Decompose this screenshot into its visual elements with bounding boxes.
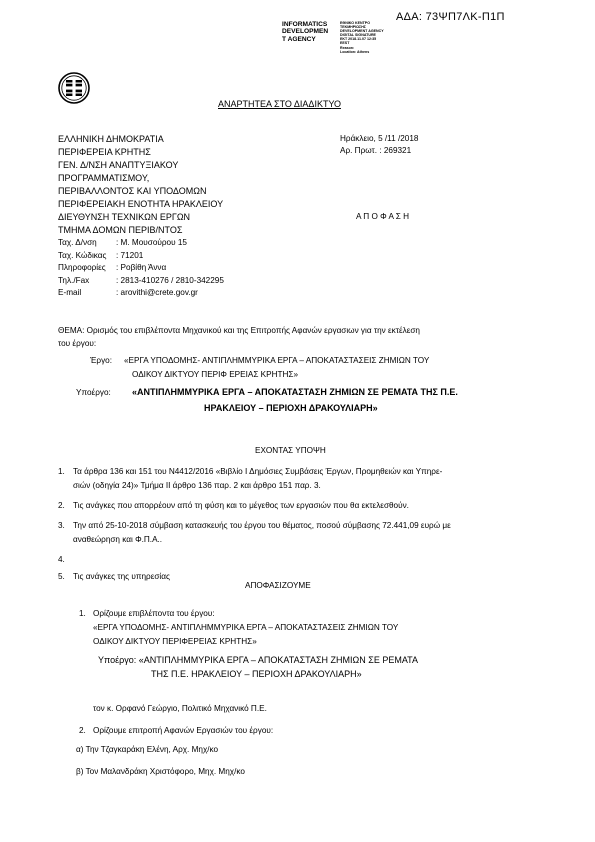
stamp-left-line: T AGENCY: [282, 35, 316, 43]
contact-value: : 71201: [116, 250, 144, 260]
decision-number: 1.: [79, 609, 86, 618]
contact-row: [58, 287, 224, 300]
contact-label: Τηλ./Fax: [58, 275, 90, 285]
contact-label: Ταχ. Κώδικας: [58, 250, 107, 260]
authority-line: ΔΙΕΥΘΥΝΣΗ ΤΕΧΝΙΚΩΝ ΕΡΓΩΝ: [58, 212, 191, 222]
subproject-title-cont: ΗΡΑΚΛΕΙΟΥ – ΠΕΡΙΟΧΗ ΔΡΑΚΟΥΛΙΑΡΗ»: [204, 403, 378, 413]
item-text: Την από 25-10-2018 σύμβαση κατασκευής του έργου του θέματος, ποσού σύμβασης 72.441,09 ευρώ με: [73, 521, 451, 530]
authority-line: ΠΕΡΙΦΕΡΕΙΑΚΗ ΕΝΟΤΗΤΑ ΗΡΑΚΛΕΙΟΥ: [58, 199, 224, 209]
decision-intro: Ορίζουμε επιτροπή Αφανών Εργασιών του έργου:: [93, 726, 274, 735]
decision-subproject-cont: ΤΗΣ Π.Ε. ΗΡΑΚΛΕΙΟΥ – ΠΕΡΙΟΧΗ ΔΡΑΚΟΥΛΙΑΡΗ»: [151, 669, 362, 679]
subject-line: ΘΕΜΑ: Ορισμός του επιβλέποντα Μηχανικού και της Επιτροπής Αφανών εργασιων για την εκτέλεση: [58, 326, 420, 335]
considering-heading: ΕΧΟΝΤΑΣ ΥΠΟΨΗ: [255, 446, 326, 455]
stamp-right-line: DIGITAL SIGNATURE: [340, 33, 376, 38]
subject-line-cont: του έργου:: [58, 339, 97, 348]
decision-subproject: Υποέργο: «ΑΝΤΙΠΛΗΜΜΥΡΙΚΑ ΕΡΓΑ – ΑΠΟΚΑΤΑΣΤΑΣΗ ΖΗΜΙΩΝ ΣΕ ΡΕΜΑΤΑ: [98, 655, 419, 665]
project-label: Έργο:: [90, 356, 112, 365]
authority-line: ΓΕΝ. Δ/ΝΣΗ ΑΝΑΠΤΥΞΙΑΚΟΥ: [58, 160, 179, 170]
considering-item: [58, 519, 548, 547]
item-number: 1.: [58, 467, 65, 476]
stamp-left-line: INFORMATICS: [282, 21, 328, 28]
decision-number: 2.: [79, 726, 86, 735]
signature-stamp-right: [340, 21, 384, 54]
decision-intro: Ορίζουμε επιβλέποντα του έργου:: [93, 609, 215, 618]
contact-email[interactable]: : arovithi@crete.gov.gr: [116, 288, 198, 298]
committee-member: α) Την Τζαγκαράκη Ελένη, Αρχ. Μηχ/κο: [76, 745, 219, 754]
project-title: «ΕΡΓΑ ΥΠΟΔΟΜΗΣ- ΑΝΤΙΠΛΗΜΜΥΡΙΚΑ ΕΡΓΑ – ΑΠΟΚΑΤΑΣΤΑΣΕΙΣ ΖΗΜΙΩΝ ΤΟΥ: [124, 356, 430, 365]
decision-project-cont: ΟΔΙΚΟΥ ΔΙΚΤΥΟΥ ΠΕΡΙΦΕΡΕΙΑΣ ΚΡΗΤΗΣ»: [93, 637, 257, 646]
contact-label: E-mail: [58, 288, 82, 298]
decide-heading: ΑΠΟΦΑΣΙΖΟΥΜΕ: [245, 581, 311, 590]
stamp-left-line: DEVELOPMEN: [282, 28, 329, 36]
project-title-cont: ΟΔΙΚΟΥ ΔΙΚΤΥΟΥ ΠΕΡΙΦ ΕΡΕΙΑΣ ΚΡΗΤΗΣ»: [132, 370, 299, 379]
document-type: Α Π Ο Φ Α Σ Η: [356, 212, 410, 221]
item-text: αναθεώρηση και Φ.Π.Α..: [73, 535, 163, 544]
considering-item: [58, 499, 548, 513]
authority-line: ΠΕΡΙΦΕΡΕΙΑ ΚΡΗΤΗΣ: [58, 147, 151, 157]
authority-line: ΤΜΗΜΑ ΔΟΜΩΝ ΠΕΡΙΒ/ΝΤΟΣ: [58, 225, 183, 235]
subproject-label: Υποέργο:: [76, 388, 111, 397]
contact-value: : Μ. Μουσούρου 15: [116, 238, 187, 247]
authority-line: ΠΕΡΙΒΑΛΛΟΝΤΟΣ ΚΑΙ ΥΠΟΔΟΜΩΝ: [58, 186, 207, 196]
item-number: 3.: [58, 521, 65, 530]
greek-state-emblem-icon: [58, 72, 90, 109]
stamp-right-line: ΤΕΚΜΗΡΙΩΣΗΣ: [340, 25, 366, 30]
stamp-right-line: Reason:: [340, 45, 355, 50]
contact-label: Ταχ. Δ/νση: [58, 238, 97, 247]
authority-block: [58, 133, 223, 237]
contact-block: [58, 237, 224, 300]
item-number: 5.: [58, 572, 65, 581]
item-text: Τις ανάγκες που απορρέουν από τη φύση και το μέγεθος των εργασιών που θα εκτελεσθούν.: [73, 501, 409, 510]
stamp-right-line: EEST: [340, 41, 350, 46]
supervisor-name: τον κ. Ορφανό Γεώργιο, Πολιτικό Μηχανικό Π.Ε.: [93, 704, 267, 713]
item-text: Τα άρθρα 136 και 151 του Ν4412/2016 «Βιβλίο Ι Δημόσιες Συμβάσεις Έργων, Προμηθειών και Υπηρε-: [73, 467, 443, 476]
item-number: 2.: [58, 501, 65, 510]
contact-value: : Ροβίθη Άννα: [116, 263, 167, 273]
item-text: σιών (οδηγία 24)» Τμήμα ΙΙ άρθρο 136 παρ. 2 και άρθρο 151 παρ. 3.: [73, 481, 321, 490]
date-line: Ηράκλειο, 5 /11 /2018: [340, 134, 419, 143]
signature-stamp-left: [282, 21, 328, 43]
authority-line: ΠΡΟΓΡΑΜΜΑΤΙΣΜΟΥ,: [58, 173, 150, 183]
decision-project: «ΕΡΓΑ ΥΠΟΔΟΜΗΣ- ΑΝΤΙΠΛΗΜΜΥΡΙΚΑ ΕΡΓΑ – ΑΠΟΚΑΤΑΣΤΑΣΕΙΣ ΖΗΜΙΩΝ ΤΟΥ: [93, 623, 399, 632]
item-number: 4.: [58, 555, 65, 564]
protocol-number: Αρ. Πρωτ. : 269321: [340, 146, 412, 155]
considering-item: [58, 465, 548, 493]
stamp-right-line: ΕΚΤ 2018.11.07 12:35: [340, 37, 377, 42]
committee-member: β) Τον Μαλανδράκη Χριστόφορο, Μηχ. Μηχ/κο: [76, 767, 245, 776]
ada-code: ΑΔΑ: 73ΨΠ7ΛΚ-Π1Π: [396, 11, 505, 23]
authority-line: ΕΛΛΗΝΙΚΗ ΔΗΜΟΚΡΑΤΙΑ: [58, 134, 164, 144]
contact-value: : 2813-410276 / 2810-342295: [116, 275, 224, 285]
contact-row: [58, 262, 224, 275]
subproject-title: «ΑΝΤΙΠΛΗΜΜΥΡΙΚΑ ΕΡΓΑ – ΑΠΟΚΑΤΑΣΤΑΣΗ ΖΗΜΙΩΝ ΣΕ ΡΕΜΑΤΑ ΤΗΣ Π.Ε.: [132, 387, 458, 397]
contact-row: [58, 237, 224, 250]
stamp-right-line: Location: Athens: [340, 49, 370, 54]
contact-row: [58, 275, 224, 288]
considering-list: [58, 465, 548, 584]
stamp-right-line: DEVELOPMENT AGENCY: [340, 29, 384, 34]
item-text: Τις ανάγκες της υπηρεσίας: [73, 572, 170, 581]
posted-online-label: ΑΝΑΡΤΗΤΕΑ ΣΤΟ ΔΙΑΔΙΚΤΥΟ: [218, 99, 341, 109]
stamp-right-line: ΕΘΝΙΚΟ ΚΕΝΤΡΟ: [340, 21, 370, 25]
considering-item: [58, 553, 548, 567]
contact-label: Πληροφορίες: [58, 263, 106, 273]
contact-row: [58, 250, 224, 263]
